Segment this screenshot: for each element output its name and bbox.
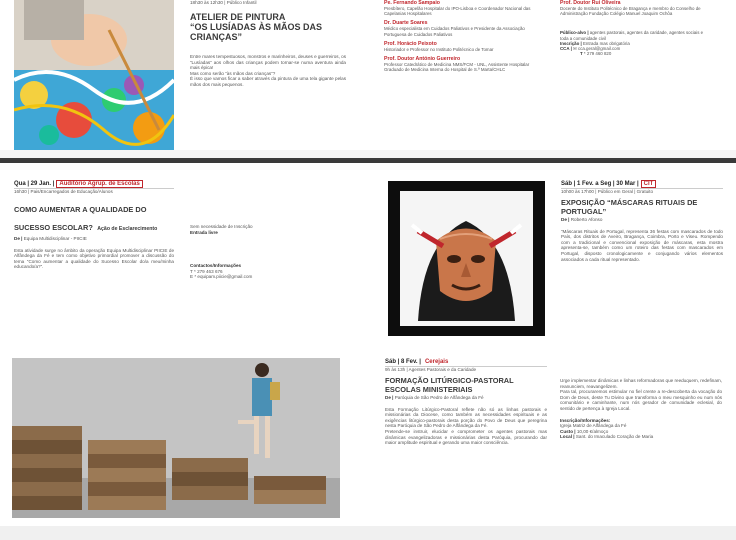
inscription-text: Igreja Matriz de Alfândega da Fé (560, 423, 627, 429)
event-subline: 16h30 | Pais/Encarregados de Educação/Alunos (14, 188, 174, 195)
formation-body-4: Para tal, procuraremos estimular no fiel crente a re-descoberta da vocação do Dom de Deus, deste Tu Divino que transforma o meu mesquinho eu num nós comunitário e caminhante, num nós gerador de comunidade eclesial, do sentido de pertença à Igreja Local. (560, 389, 722, 411)
no-registration: Sem necessidade de Inscrição (190, 224, 253, 229)
place-line: Local | Sant. do Imaculado Coração de Maria (560, 434, 654, 440)
bottom-band (0, 526, 736, 540)
speaker-desc: Historiador e Professor no Instituto Politécnico de Tomar (384, 46, 494, 52)
contacts-label: Contactos/Informações (190, 263, 242, 269)
event-title: EXPOSIÇÃO “MÁSCARAS RITUAIS DE PORTUGAL” (561, 198, 698, 216)
contact-email[interactable]: E * equipam.piicie@gmail.com (190, 274, 253, 280)
contact-phone: T * 279 463 676 (190, 268, 223, 274)
speakers-list (384, 0, 534, 72)
formation-event (385, 358, 547, 446)
event-title: FORMAÇÃO LITÚRGICO-PASTORAL ESCOLAS MINISTERIAIS (385, 376, 514, 394)
speaker-item (384, 0, 534, 16)
event-subline: 10h00 às 17h00 | Público em Geral | Gratuito (561, 188, 723, 195)
mask-event (561, 180, 723, 262)
inscription-label: Inscrição/Informações: (560, 417, 611, 423)
atelier-subtitle: “OS LUSÍADAS ÀS MÃOS DAS CRIANÇAS” (190, 22, 323, 42)
email-icon: ✉ (573, 46, 577, 52)
gap-band (0, 150, 736, 158)
event-author: De | Roberto Afonso (561, 217, 603, 222)
free-entry: Entrada livre (190, 229, 218, 235)
atelier-block (190, 0, 346, 88)
atelier-subline: 18h30 às 12h30 | Público Infantil (190, 0, 257, 5)
event-date-bar: Sáb | 1 Fev. a Seg | 30 Mar | CIT (561, 180, 723, 188)
venue-badge: Auditório Agrup. de Escolas (56, 180, 142, 188)
speaker-desc: Professor Catedrático de Medicina NMS/FCM - UNL, Assistente Hospitalar Graduado de Medicina Interna do Hospital de S.ª Marta/CHLC (384, 62, 530, 73)
public-line: Público-alvo | agentes pastorais, agentes da caridade, agentes sociais e toda a comunidade civil (560, 30, 704, 41)
speaker-item (384, 56, 534, 72)
event-author: De | Equipa Multidisciplinar - PIICIE (14, 236, 87, 241)
cca-email-link[interactable]: cca.geral@gmail.com (577, 46, 621, 52)
inscription-line: Inscrição | Entrada mas obrigatória (560, 40, 630, 46)
formation-info (560, 378, 722, 440)
event-body-2: Pretende-se instruir, elucidar e comprometer os agentes pastorais mas dinâmicas evangelizadoras e missionárias desta Paróquia, procurando dar maior amplitude espiritual e gerando uma maior consciência. (385, 428, 547, 446)
formation-body-3: Urge implementar dinâmicas e linhas reformadoras que reeduquem, redefinam, reanunciem, reavangelizem. (560, 378, 722, 389)
school-event (14, 180, 174, 270)
event-date-bar: Qua | 29 Jan. | Auditório Agrup. de Escolas (14, 180, 174, 188)
speaker-name: Prof. Doutor Rui Oliveira (560, 0, 621, 6)
event-body: Esta atividade surge no âmbito da operação Equipa Multidisciplinar PIICIE de Alfândega da Fé e tem como objetivo primordial promover a discussão do tema “Como aumentar a qualidade do Sucesso Escolar do/a meu/minha educando/a?”. (14, 247, 174, 270)
painting-illustration (14, 0, 174, 150)
speaker-name: Dr. Duarte Soares (384, 20, 428, 27)
section-divider (0, 158, 736, 163)
speaker-desc: Médico especialista em Cuidados Paliativos e Presidente da Associação Portuguesa de Cuidados Paliativos (384, 26, 525, 37)
venue-badge: Cerejais (424, 359, 449, 365)
atelier-title: ATELIER DE PINTURA (190, 12, 286, 22)
school-event-info (190, 224, 340, 280)
cca-phone-line: T * 279 460 820 (580, 51, 612, 57)
top-right-info (560, 0, 710, 56)
atelier-body-2: Mas como serão “às mãos das crianças”? (190, 70, 276, 76)
event-title: COMO AUMENTAR A QUALIDADE DO SUCESSO ESCOLAR? Ação de Esclarecimento (14, 205, 158, 232)
atelier-body-3: É isso que vamos ficar a saber através da pintura de uma tela gigante pelas mãos dos mais pequenos. (190, 76, 346, 87)
event-body-1: Esta Formação Litúrgico-Pastoral reflete não só as linhas pastorais e missionárias da Diocese, como também as necessidades espirituais e as exigências litúrgico-pastorais desta porção do Povo de Deus que peregrina nesta Paróquia de São Pedro de Alfândega da Fé. (385, 406, 547, 429)
bullet-icon: * (583, 51, 586, 57)
speaker-name: Prof. Doutor António Guerreiro (384, 56, 461, 63)
mask-photo (388, 181, 545, 336)
mask-illustration (388, 181, 545, 336)
speaker-item (384, 20, 534, 36)
speaker-desc: Presbítero, Capelão Hospitalar do IPO-Lisboa e Coordenador Nacional das Capelanias Hospitalares (384, 6, 531, 17)
venue-badge: CIT (641, 180, 657, 188)
books-photo (12, 358, 340, 518)
speaker-name: Prof. Horácio Peixoto (384, 40, 437, 47)
atelier-body-1: Entre mares tempestuosos, monstros e marinheiros, deuses e guerreiros, os “Lusíadas” aos olhos das crianças podem tornar-se numa aventura ainda mais épica! (190, 54, 347, 71)
speaker-desc: Docente do Instituto Politécnico de Bragança e membro do Conselho de Administração Fundação Colégio Manuel Joaquim Ochôa (560, 6, 701, 17)
event-author: De | Paróquia de São Pedro de Alfândega da Fé (385, 395, 484, 400)
speaker-item (384, 41, 534, 52)
books-illustration (12, 358, 340, 518)
event-subline: 9h às 13h | Agentes Pastorais e da Caridade (385, 366, 547, 373)
speaker-name: Pe. Fernando Sampaio (384, 0, 440, 6)
cost-line: Custo | 10,00 €/almoço (560, 428, 609, 434)
cca-email-line: CCA | ✉ cca.geral@gmail.com (560, 46, 621, 52)
event-date-bar: Sáb | 8 Fev. | Cerejais (385, 359, 449, 365)
event-body: “Máscaras Rituais de Portugal, representa 36 festas com mascarados de todo País, dos distritos de Aveiro, Bragança, Coimbra, Porto e Viseu. Rompendo com a tradicional e convencional exposição de máscaras, esta mostra apresenta-se, também como um roteiro das festas com mascarados em Portugal, disposto cronologicamente e conjugando vários elementos associados a cada ritual representado. (561, 228, 723, 262)
painting-photo (14, 0, 174, 150)
